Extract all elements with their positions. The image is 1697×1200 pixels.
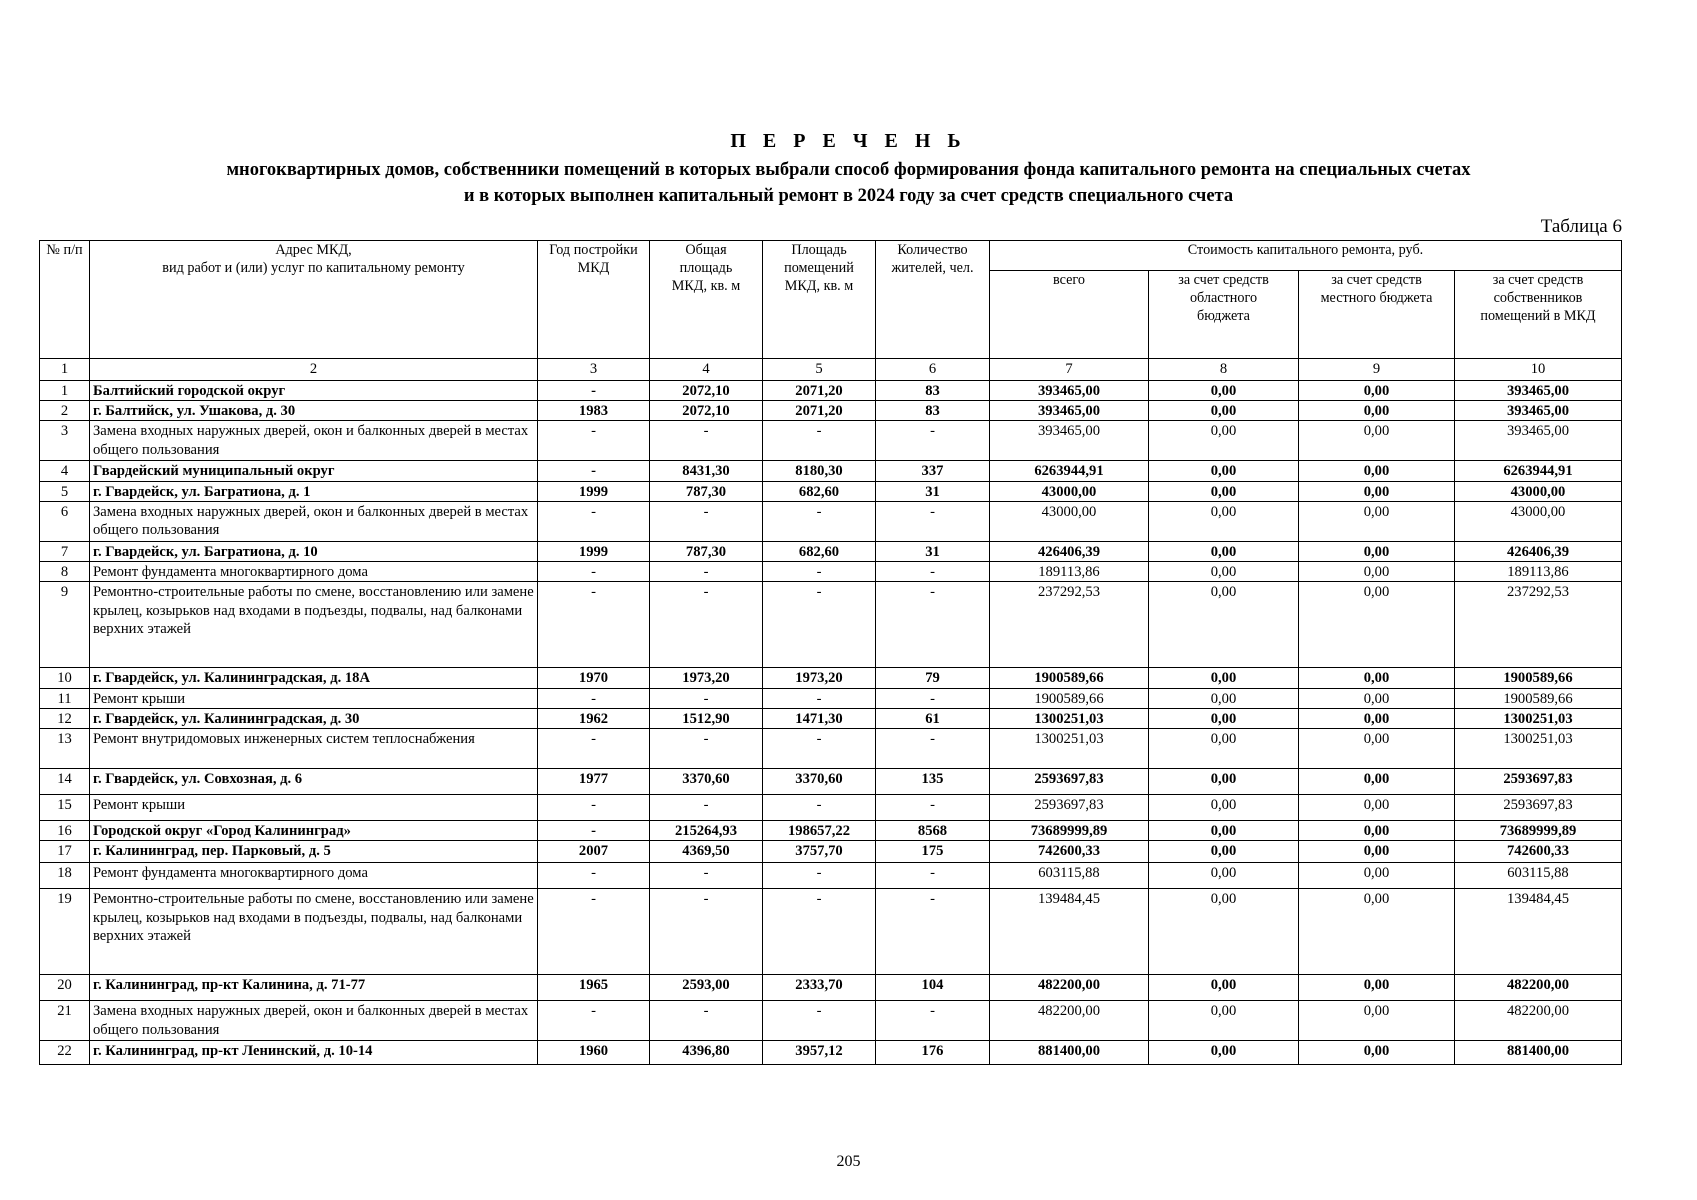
cost-local-cell: 0,00 (1299, 889, 1455, 975)
cost-local-cell: 0,00 (1299, 381, 1455, 401)
table-row (40, 401, 1622, 421)
row-number: 12 (40, 708, 90, 728)
column-number: 7 (990, 359, 1149, 381)
cost-local-cell: 0,00 (1299, 841, 1455, 863)
cost-total-cell: 393465,00 (990, 401, 1149, 421)
cost-owners-cell: 43000,00 (1455, 501, 1622, 541)
row-number: 11 (40, 688, 90, 708)
cost-regional-cell: 0,00 (1149, 582, 1299, 668)
residents-cell: 104 (876, 975, 990, 1001)
col-header-premises-area: Площадь помещений МКД, кв. м (763, 241, 876, 359)
cost-local-cell: 0,00 (1299, 708, 1455, 728)
build-year-cell: - (538, 582, 650, 668)
cost-total-cell: 6263944,91 (990, 461, 1149, 481)
row-number: 18 (40, 863, 90, 889)
cost-regional-cell: 0,00 (1149, 975, 1299, 1001)
cost-local-cell: 0,00 (1299, 1001, 1455, 1041)
page-number: 205 (836, 1153, 861, 1170)
cost-local-cell: 0,00 (1299, 501, 1455, 541)
col-header-year: Год постройки МКД (538, 241, 650, 359)
column-number: 2 (90, 359, 538, 381)
total-area-cell: 8431,30 (650, 461, 763, 481)
address-or-work-cell: г. Гвардейск, ул. Багратиона, д. 10 (90, 541, 538, 561)
column-number: 3 (538, 359, 650, 381)
cost-regional-cell: 0,00 (1149, 501, 1299, 541)
build-year-cell: 1999 (538, 541, 650, 561)
cost-regional-cell: 0,00 (1149, 421, 1299, 461)
build-year-cell: - (538, 562, 650, 582)
total-area-cell: - (650, 1001, 763, 1041)
cost-regional-cell: 0,00 (1149, 481, 1299, 501)
cost-total-cell: 1300251,03 (990, 708, 1149, 728)
col-header-local: за счет средств местного бюджета (1299, 271, 1455, 359)
cost-regional-cell: 0,00 (1149, 541, 1299, 561)
premises-area-cell: 3957,12 (763, 1041, 876, 1065)
total-area-cell: - (650, 729, 763, 769)
col-header-residents: Количество жителей, чел. (876, 241, 990, 359)
total-area-cell: 787,30 (650, 541, 763, 561)
cost-total-cell: 603115,88 (990, 863, 1149, 889)
column-number: 10 (1455, 359, 1622, 381)
cost-total-cell: 881400,00 (990, 1041, 1149, 1065)
build-year-cell: - (538, 381, 650, 401)
address-or-work-cell: Ремонтно-строительные работы по смене, восстановлению или замене крылец, козырьков над входами в подъезды, подвалы, над балконами верхних этажей (90, 889, 538, 975)
cost-owners-cell: 73689999,89 (1455, 821, 1622, 841)
premises-area-cell: 1471,30 (763, 708, 876, 728)
address-or-work-cell: Ремонт крыши (90, 688, 538, 708)
table-row (40, 461, 1622, 481)
premises-area-cell: - (763, 863, 876, 889)
row-number: 22 (40, 1041, 90, 1065)
cost-total-cell: 482200,00 (990, 975, 1149, 1001)
table-row (40, 708, 1622, 728)
cost-regional-cell: 0,00 (1149, 795, 1299, 821)
table-row (40, 769, 1622, 795)
premises-area-cell: - (763, 729, 876, 769)
cost-owners-cell: 189113,86 (1455, 562, 1622, 582)
table-row (40, 381, 1622, 401)
cost-regional-cell: 0,00 (1149, 889, 1299, 975)
table-row (40, 1001, 1622, 1041)
address-or-work-cell: Замена входных наружных дверей, окон и балконных дверей в местах общего пользования (90, 1001, 538, 1041)
premises-area-cell: 2071,20 (763, 381, 876, 401)
table-row (40, 421, 1622, 461)
premises-area-cell: - (763, 582, 876, 668)
residents-cell: - (876, 421, 990, 461)
total-area-cell: 4396,80 (650, 1041, 763, 1065)
cost-total-cell: 2593697,83 (990, 769, 1149, 795)
build-year-cell: 1962 (538, 708, 650, 728)
cost-owners-cell: 1300251,03 (1455, 708, 1622, 728)
cost-regional-cell: 0,00 (1149, 1001, 1299, 1041)
total-area-cell: - (650, 688, 763, 708)
table-row (40, 889, 1622, 975)
cost-owners-cell: 393465,00 (1455, 381, 1622, 401)
cost-local-cell: 0,00 (1299, 668, 1455, 688)
cost-local-cell: 0,00 (1299, 821, 1455, 841)
cost-total-cell: 237292,53 (990, 582, 1149, 668)
total-area-cell: 2072,10 (650, 381, 763, 401)
build-year-cell: 1960 (538, 1041, 650, 1065)
total-area-cell: - (650, 421, 763, 461)
row-number: 10 (40, 668, 90, 688)
residents-cell: 175 (876, 841, 990, 863)
cost-total-cell: 426406,39 (990, 541, 1149, 561)
column-number: 1 (40, 359, 90, 381)
total-area-cell: 1973,20 (650, 668, 763, 688)
address-or-work-cell: Гвардейский муниципальный округ (90, 461, 538, 481)
col-header-address: Адрес МКД, вид работ и (или) услуг по капитальному ремонту (90, 241, 538, 359)
cost-owners-cell: 237292,53 (1455, 582, 1622, 668)
table-body (40, 381, 1622, 1065)
premises-area-cell: 1973,20 (763, 668, 876, 688)
cost-local-cell: 0,00 (1299, 541, 1455, 561)
cost-owners-cell: 393465,00 (1455, 401, 1622, 421)
cost-total-cell: 742600,33 (990, 841, 1149, 863)
build-year-cell: 1999 (538, 481, 650, 501)
total-area-cell: - (650, 501, 763, 541)
table-row (40, 863, 1622, 889)
premises-area-cell: 198657,22 (763, 821, 876, 841)
column-number: 9 (1299, 359, 1455, 381)
premises-area-cell: - (763, 421, 876, 461)
cost-regional-cell: 0,00 (1149, 708, 1299, 728)
total-area-cell: - (650, 795, 763, 821)
premises-area-cell: - (763, 1001, 876, 1041)
premises-area-cell: 2333,70 (763, 975, 876, 1001)
cost-local-cell: 0,00 (1299, 582, 1455, 668)
total-area-cell: 215264,93 (650, 821, 763, 841)
table-label: Таблица 6 (1540, 216, 1622, 237)
row-number: 13 (40, 729, 90, 769)
build-year-cell: - (538, 889, 650, 975)
table-row (40, 795, 1622, 821)
total-area-cell: 1512,90 (650, 708, 763, 728)
row-number: 21 (40, 1001, 90, 1041)
address-or-work-cell: г. Калининград, пр-кт Калинина, д. 71-77 (90, 975, 538, 1001)
address-or-work-cell: Ремонт фундамента многоквартирного дома (90, 863, 538, 889)
address-or-work-cell: г. Гвардейск, ул. Совхозная, д. 6 (90, 769, 538, 795)
column-number: 8 (1149, 359, 1299, 381)
total-area-cell: 2072,10 (650, 401, 763, 421)
total-area-cell: - (650, 863, 763, 889)
premises-area-cell: 8180,30 (763, 461, 876, 481)
col-header-owners: за счет средств собственников помещений в МКД (1455, 271, 1622, 359)
cost-local-cell: 0,00 (1299, 729, 1455, 769)
build-year-cell: 1977 (538, 769, 650, 795)
cost-regional-cell: 0,00 (1149, 461, 1299, 481)
col-header-cost-group: Стоимость капитального ремонта, руб. (990, 241, 1622, 271)
total-area-cell: 3370,60 (650, 769, 763, 795)
column-number-row (40, 359, 1622, 381)
row-number: 7 (40, 541, 90, 561)
row-number: 3 (40, 421, 90, 461)
premises-area-cell: - (763, 795, 876, 821)
residents-cell: 135 (876, 769, 990, 795)
row-number: 17 (40, 841, 90, 863)
residents-cell: 337 (876, 461, 990, 481)
row-number: 19 (40, 889, 90, 975)
cost-regional-cell: 0,00 (1149, 821, 1299, 841)
premises-area-cell: 3370,60 (763, 769, 876, 795)
cost-total-cell: 482200,00 (990, 1001, 1149, 1041)
premises-area-cell: - (763, 501, 876, 541)
cost-regional-cell: 0,00 (1149, 381, 1299, 401)
row-number: 8 (40, 562, 90, 582)
address-or-work-cell: г. Гвардейск, ул. Калининградская, д. 18А (90, 668, 538, 688)
table-row (40, 668, 1622, 688)
address-or-work-cell: г. Гвардейск, ул. Калининградская, д. 30 (90, 708, 538, 728)
table-row (40, 541, 1622, 561)
cost-total-cell: 139484,45 (990, 889, 1149, 975)
cost-total-cell: 73689999,89 (990, 821, 1149, 841)
cost-total-cell: 1300251,03 (990, 729, 1149, 769)
residents-cell: - (876, 1001, 990, 1041)
cost-owners-cell: 603115,88 (1455, 863, 1622, 889)
houses-table (39, 240, 1622, 1065)
build-year-cell: - (538, 421, 650, 461)
table-row (40, 821, 1622, 841)
document-title: П Е Р Е Ч Е Н Ь (730, 130, 967, 152)
residents-cell: 83 (876, 381, 990, 401)
row-number: 2 (40, 401, 90, 421)
cost-regional-cell: 0,00 (1149, 729, 1299, 769)
row-number: 6 (40, 501, 90, 541)
cost-total-cell: 2593697,83 (990, 795, 1149, 821)
table-row (40, 841, 1622, 863)
row-number: 20 (40, 975, 90, 1001)
build-year-cell: - (538, 1001, 650, 1041)
residents-cell: 79 (876, 668, 990, 688)
cost-regional-cell: 0,00 (1149, 688, 1299, 708)
cost-local-cell: 0,00 (1299, 769, 1455, 795)
cost-local-cell: 0,00 (1299, 795, 1455, 821)
document-subtitle-line1: многоквартирных домов, собственники помещений в которых выбрали способ формирования фонда капитального ремонта на специальных счетах (226, 160, 1471, 180)
cost-local-cell: 0,00 (1299, 1041, 1455, 1065)
column-number: 6 (876, 359, 990, 381)
document-subtitle-line2: и в которых выполнен капитальный ремонт в 2024 году за счет средств специального счета (463, 186, 1234, 206)
row-number: 16 (40, 821, 90, 841)
residents-cell: 31 (876, 541, 990, 561)
build-year-cell: 1983 (538, 401, 650, 421)
table-row (40, 1041, 1622, 1065)
cost-owners-cell: 2593697,83 (1455, 769, 1622, 795)
cost-owners-cell: 482200,00 (1455, 975, 1622, 1001)
cost-owners-cell: 1900589,66 (1455, 688, 1622, 708)
table-row (40, 562, 1622, 582)
cost-owners-cell: 393465,00 (1455, 421, 1622, 461)
address-or-work-cell: Замена входных наружных дверей, окон и балконных дверей в местах общего пользования (90, 421, 538, 461)
row-number: 14 (40, 769, 90, 795)
cost-total-cell: 189113,86 (990, 562, 1149, 582)
residents-cell: 83 (876, 401, 990, 421)
residents-cell: - (876, 729, 990, 769)
cost-local-cell: 0,00 (1299, 688, 1455, 708)
row-number: 15 (40, 795, 90, 821)
col-header-total: всего (990, 271, 1149, 359)
address-or-work-cell: г. Гвардейск, ул. Багратиона, д. 1 (90, 481, 538, 501)
cost-owners-cell: 139484,45 (1455, 889, 1622, 975)
total-area-cell: - (650, 562, 763, 582)
cost-owners-cell: 6263944,91 (1455, 461, 1622, 481)
address-or-work-cell: Ремонт крыши (90, 795, 538, 821)
residents-cell: - (876, 688, 990, 708)
build-year-cell: - (538, 795, 650, 821)
address-or-work-cell: Ремонт фундамента многоквартирного дома (90, 562, 538, 582)
cost-owners-cell: 1900589,66 (1455, 668, 1622, 688)
table-row (40, 582, 1622, 668)
cost-owners-cell: 2593697,83 (1455, 795, 1622, 821)
build-year-cell: - (538, 688, 650, 708)
residents-cell: - (876, 795, 990, 821)
cost-owners-cell: 881400,00 (1455, 1041, 1622, 1065)
residents-cell: 61 (876, 708, 990, 728)
table-row (40, 481, 1622, 501)
address-or-work-cell: Ремонт внутридомовых инженерных систем теплоснабжения (90, 729, 538, 769)
cost-regional-cell: 0,00 (1149, 1041, 1299, 1065)
build-year-cell: - (538, 501, 650, 541)
cost-local-cell: 0,00 (1299, 975, 1455, 1001)
residents-cell: 8568 (876, 821, 990, 841)
total-area-cell: 4369,50 (650, 841, 763, 863)
row-number: 5 (40, 481, 90, 501)
build-year-cell: - (538, 821, 650, 841)
cost-local-cell: 0,00 (1299, 461, 1455, 481)
cost-total-cell: 393465,00 (990, 381, 1149, 401)
table-row (40, 688, 1622, 708)
cost-regional-cell: 0,00 (1149, 562, 1299, 582)
residents-cell: 31 (876, 481, 990, 501)
build-year-cell: 1965 (538, 975, 650, 1001)
cost-regional-cell: 0,00 (1149, 401, 1299, 421)
build-year-cell: - (538, 729, 650, 769)
residents-cell: - (876, 863, 990, 889)
cost-local-cell: 0,00 (1299, 863, 1455, 889)
row-number: 1 (40, 381, 90, 401)
table-row (40, 975, 1622, 1001)
residents-cell: - (876, 562, 990, 582)
column-number: 4 (650, 359, 763, 381)
cost-local-cell: 0,00 (1299, 401, 1455, 421)
row-number: 4 (40, 461, 90, 481)
premises-area-cell: 2071,20 (763, 401, 876, 421)
premises-area-cell: 3757,70 (763, 841, 876, 863)
address-or-work-cell: Ремонтно-строительные работы по смене, восстановлению или замене крылец, козырьков над входами в подъезды, подвалы, над балконами верхних этажей (90, 582, 538, 668)
build-year-cell: - (538, 863, 650, 889)
column-number: 5 (763, 359, 876, 381)
address-or-work-cell: Городской округ «Город Калининград» (90, 821, 538, 841)
cost-local-cell: 0,00 (1299, 481, 1455, 501)
residents-cell: - (876, 501, 990, 541)
total-area-cell: 787,30 (650, 481, 763, 501)
cost-total-cell: 1900589,66 (990, 688, 1149, 708)
cost-local-cell: 0,00 (1299, 421, 1455, 461)
premises-area-cell: - (763, 688, 876, 708)
premises-area-cell: - (763, 889, 876, 975)
premises-area-cell: - (763, 562, 876, 582)
cost-owners-cell: 742600,33 (1455, 841, 1622, 863)
build-year-cell: - (538, 461, 650, 481)
cost-total-cell: 1900589,66 (990, 668, 1149, 688)
premises-area-cell: 682,60 (763, 481, 876, 501)
cost-owners-cell: 482200,00 (1455, 1001, 1622, 1041)
residents-cell: - (876, 889, 990, 975)
address-or-work-cell: г. Калининград, пер. Парковый, д. 5 (90, 841, 538, 863)
cost-owners-cell: 426406,39 (1455, 541, 1622, 561)
address-or-work-cell: Замена входных наружных дверей, окон и балконных дверей в местах общего пользования (90, 501, 538, 541)
address-or-work-cell: г. Калининград, пр-кт Ленинский, д. 10-14 (90, 1041, 538, 1065)
col-header-number: № п/п (40, 241, 90, 359)
cost-regional-cell: 0,00 (1149, 863, 1299, 889)
residents-cell: - (876, 582, 990, 668)
premises-area-cell: 682,60 (763, 541, 876, 561)
cost-regional-cell: 0,00 (1149, 841, 1299, 863)
cost-regional-cell: 0,00 (1149, 668, 1299, 688)
address-or-work-cell: Балтийский городской округ (90, 381, 538, 401)
col-header-total-area: Общая площадь МКД, кв. м (650, 241, 763, 359)
cost-regional-cell: 0,00 (1149, 769, 1299, 795)
build-year-cell: 2007 (538, 841, 650, 863)
cost-total-cell: 43000,00 (990, 481, 1149, 501)
cost-owners-cell: 43000,00 (1455, 481, 1622, 501)
cost-local-cell: 0,00 (1299, 562, 1455, 582)
cost-total-cell: 43000,00 (990, 501, 1149, 541)
total-area-cell: 2593,00 (650, 975, 763, 1001)
address-or-work-cell: г. Балтийск, ул. Ушакова, д. 30 (90, 401, 538, 421)
cost-total-cell: 393465,00 (990, 421, 1149, 461)
cost-owners-cell: 1300251,03 (1455, 729, 1622, 769)
total-area-cell: - (650, 582, 763, 668)
total-area-cell: - (650, 889, 763, 975)
table-row (40, 729, 1622, 769)
build-year-cell: 1970 (538, 668, 650, 688)
residents-cell: 176 (876, 1041, 990, 1065)
row-number: 9 (40, 582, 90, 668)
col-header-regional: за счет средств областного бюджета (1149, 271, 1299, 359)
table-row (40, 501, 1622, 541)
